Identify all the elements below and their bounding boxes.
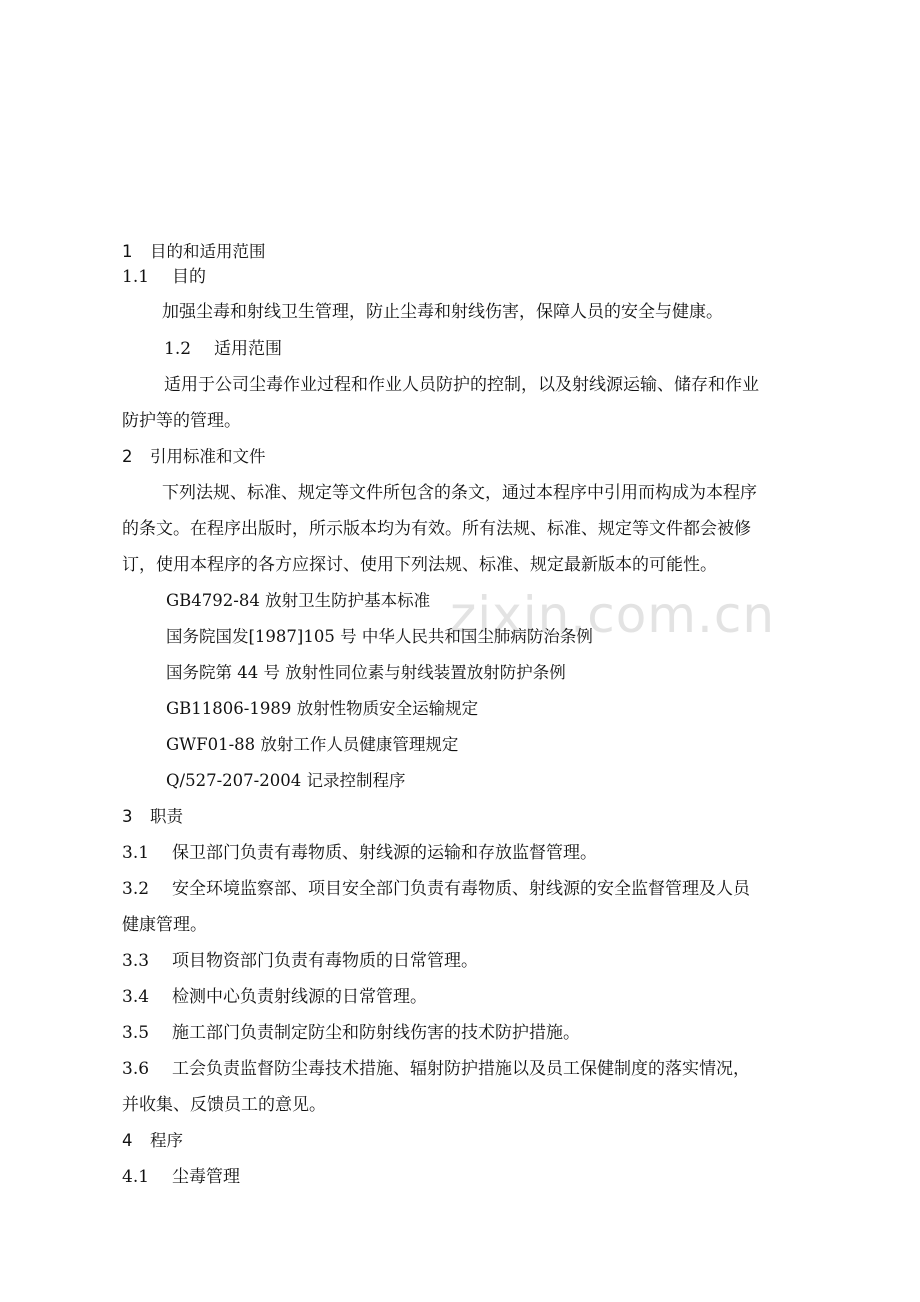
duty-item-continuation: 健康管理。 bbox=[122, 915, 207, 935]
duty-item bbox=[122, 877, 750, 901]
section-number: 1 bbox=[122, 242, 133, 261]
item-number: 3.3 bbox=[122, 951, 150, 971]
reference-item: 国务院国发[1987]105 号 中华人民共和国尘肺病防治条例 bbox=[166, 627, 593, 646]
item-text: 工会负责监督防尘毒技术措施、辐射防护措施以及员工保健制度的落实情况， bbox=[172, 1059, 750, 1079]
section-number: 3 bbox=[122, 807, 133, 826]
item-number: 3.6 bbox=[122, 1059, 150, 1079]
section-number: 4 bbox=[122, 1131, 133, 1150]
reference-item: GB4792-84 放射卫生防护基本标准 bbox=[166, 591, 431, 610]
item-number: 3.5 bbox=[122, 1023, 150, 1043]
section-number: 2 bbox=[122, 447, 133, 466]
section-2-heading bbox=[122, 445, 266, 469]
item-text: 项目物资部门负责有毒物质的日常管理。 bbox=[172, 951, 478, 971]
item-text: 保卫部门负责有毒物质、射线源的运输和存放监督管理。 bbox=[172, 843, 597, 863]
duty-item bbox=[122, 841, 597, 865]
section-1-1-heading bbox=[122, 265, 206, 289]
item-text: 安全环境监察部、项目安全部门负责有毒物质、射线源的安全监督管理及人员 bbox=[172, 879, 750, 899]
section-4-heading bbox=[122, 1129, 183, 1153]
section-number: 1.1 bbox=[122, 267, 150, 287]
paragraph-line: 适用于公司尘毒作业过程和作业人员防护的控制，以及射线源运输、储存和作业 bbox=[164, 375, 759, 395]
reference-item: GWF01-88 放射工作人员健康管理规定 bbox=[166, 735, 459, 754]
item-number: 3.1 bbox=[122, 843, 150, 863]
duty-item-continuation: 并收集、反馈员工的意见。 bbox=[122, 1095, 326, 1115]
section-title: 目的 bbox=[172, 267, 206, 287]
paragraph: 加强尘毒和射线卫生管理，防止尘毒和射线伤害，保障人员的安全与健康。 bbox=[162, 302, 723, 322]
section-title: 目的和适用范围 bbox=[150, 242, 266, 261]
section-title: 尘毒管理 bbox=[172, 1167, 240, 1187]
reference-item: GB11806-1989 放射性物质安全运输规定 bbox=[166, 699, 479, 718]
reference-item: 国务院第 44 号 放射性同位素与射线装置放射防护条例 bbox=[166, 663, 566, 682]
item-text: 检测中心负责射线源的日常管理。 bbox=[172, 987, 427, 1007]
duty-item bbox=[122, 949, 478, 973]
item-number: 3.4 bbox=[122, 987, 150, 1007]
paragraph-line: 的条文。在程序出版时，所示版本均为有效。所有法规、标准、规定等文件都会被修 bbox=[122, 519, 751, 539]
section-title: 引用标准和文件 bbox=[150, 447, 266, 466]
duty-item bbox=[122, 1021, 580, 1045]
duty-item bbox=[122, 985, 427, 1009]
section-title: 适用范围 bbox=[214, 339, 282, 359]
watermark: zixin.com.cn bbox=[450, 586, 776, 644]
section-1-2-heading bbox=[164, 337, 282, 361]
paragraph-line: 下列法规、标准、规定等文件所包含的条文，通过本程序中引用而构成为本程序 bbox=[162, 483, 757, 503]
paragraph-line: 订，使用本程序的各方应探讨、使用下列法规、标准、规定最新版本的可能性。 bbox=[122, 555, 717, 575]
item-text: 施工部门负责制定防尘和防射线伤害的技术防护措施。 bbox=[172, 1023, 580, 1043]
section-1-heading bbox=[122, 240, 266, 264]
section-title: 程序 bbox=[150, 1131, 183, 1150]
section-4-1-heading bbox=[122, 1165, 240, 1189]
reference-item: Q/527-207-2004 记录控制程序 bbox=[166, 771, 406, 790]
paragraph-line: 防护等的管理。 bbox=[122, 411, 241, 431]
section-number: 4.1 bbox=[122, 1167, 150, 1187]
section-title: 职责 bbox=[150, 807, 183, 826]
duty-item bbox=[122, 1057, 750, 1081]
section-3-heading bbox=[122, 805, 183, 829]
section-number: 1.2 bbox=[164, 339, 192, 359]
item-number: 3.2 bbox=[122, 879, 150, 899]
